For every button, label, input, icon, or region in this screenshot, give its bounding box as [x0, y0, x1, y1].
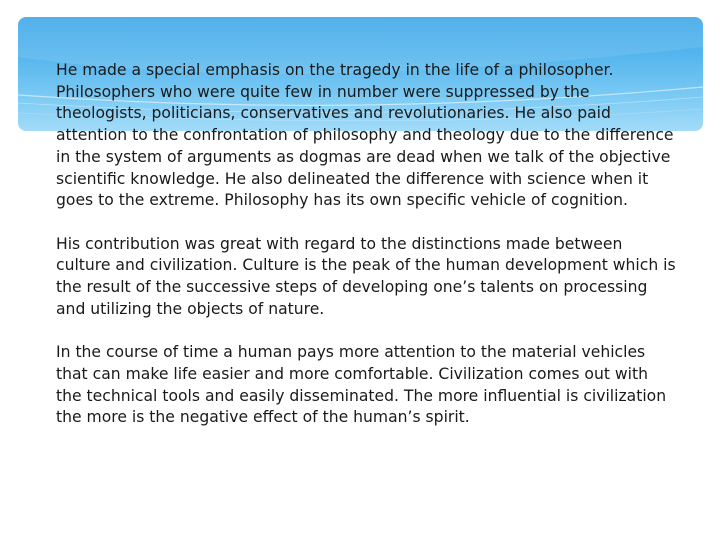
- paragraph-2: His contribution was great with regard to the distinctions made between culture and civilization. Culture is the peak of the human development which is the result of the successive steps of developing one’s talents on processing and utilizing the objects of nature.: [56, 234, 676, 318]
- paragraph-1: He made a special emphasis on the tragedy in the life of a philosopher. Philosophers who were quite few in number were suppressed by the theologists, politicians, conservatives and revolutionaries. He also paid attention to the confrontation of philosophy and theology due to the difference in the system of arguments as dogmas are dead when we talk of the objective scientific knowledge. He also delineated the difference with science when it goes to the extreme. Philosophy has its own specific vehicle of cognition.: [56, 61, 674, 210]
- body-text: [56, 60, 676, 429]
- paragraph-3: In the course of time a human pays more attention to the material vehicles that can make life easier and more comfortable. Civilization comes out with the technical tools and easily disseminated. The more influential is civilization the more is the negative effect of the human’s spirit.: [56, 343, 667, 427]
